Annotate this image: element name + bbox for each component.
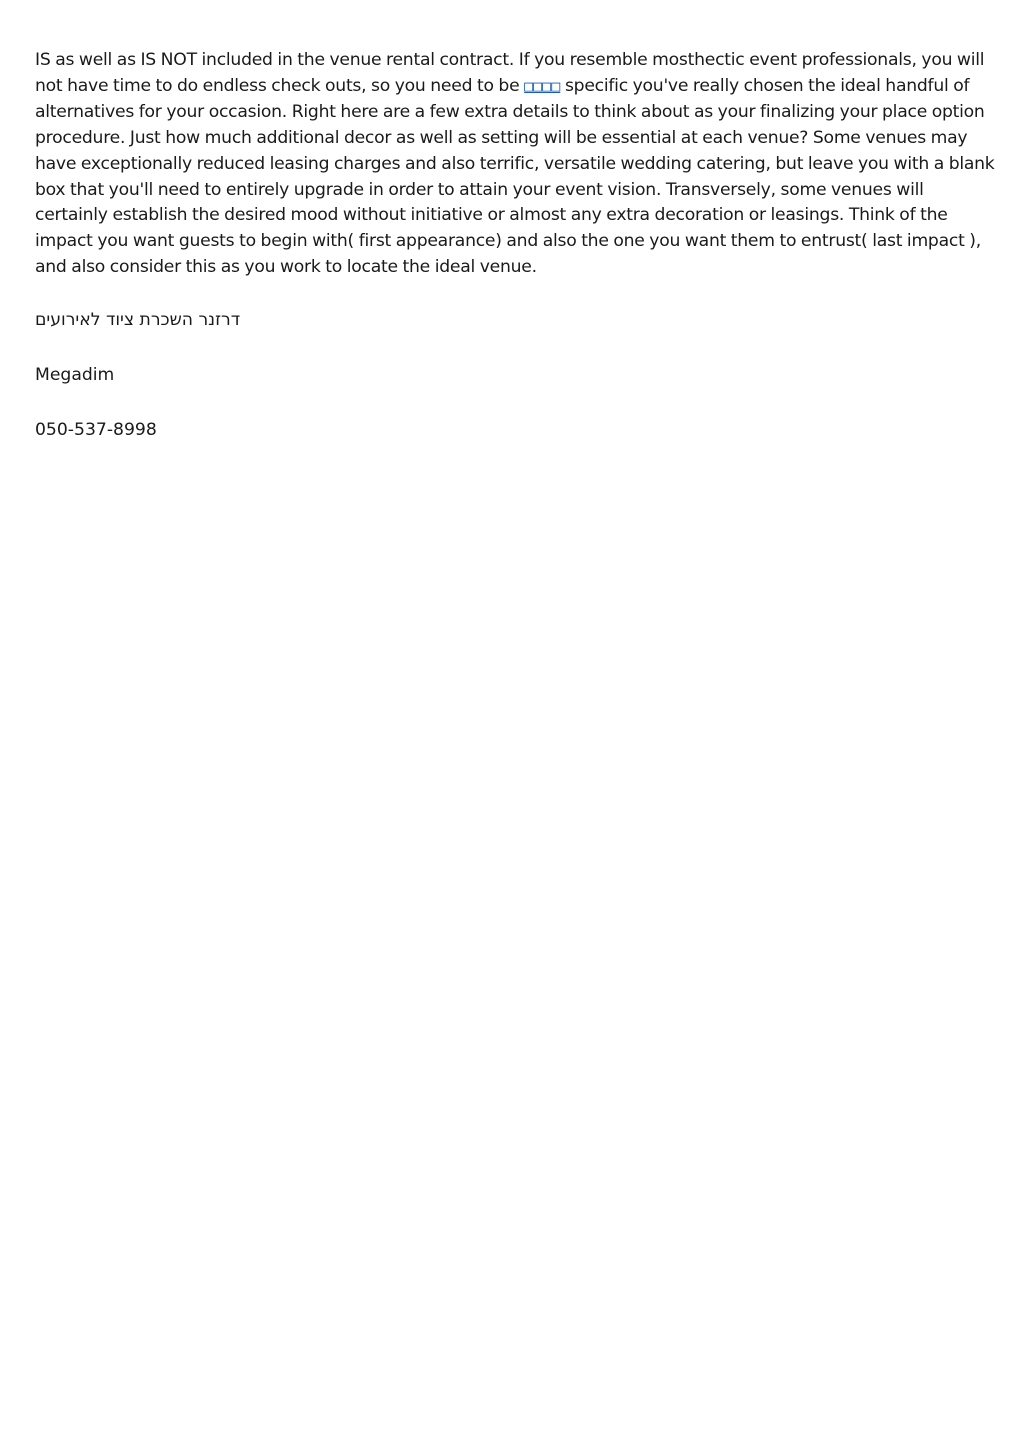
paragraph-line: box that you'll need to entirely upgrade in order to attain your event vision. Transversely, some venues will (35, 179, 924, 200)
paragraph-line: impact you want guests to begin with( first appearance) and also the one you want them to entrust( last impact ), (35, 231, 981, 252)
paragraph-line-part: not have time to do endless check outs, so you need to be (35, 75, 520, 96)
paragraph-line: alternatives for your occasion. Right here are a few extra details to think about as your finalizing your place option (35, 101, 985, 122)
paragraph-line-with-link (35, 74, 991, 100)
paragraph-line: IS as well as IS NOT included in the venue rental contract. If you resemble mosthectic event professionals, you will (35, 50, 985, 70)
paragraph-line-part: specific you've really chosen the ideal handful of (564, 75, 970, 96)
hebrew-heading: דרזנר השכרת ציוד לאירועים (35, 310, 241, 331)
paragraph-line: certainly establish the desired mood without initiative or almost any extra decoration or leasings. Think of the (35, 205, 948, 226)
paragraph-line: procedure. Just how much additional decor as well as setting will be essential at each venue? Some venues may (35, 127, 968, 148)
document-page (35, 48, 995, 444)
paragraph-line: and also consider this as you work to locate the ideal venue. (35, 257, 537, 278)
company-name: Megadim (35, 365, 115, 386)
body-paragraph (35, 48, 995, 281)
phone-number: 050-537-8998 (35, 419, 157, 440)
paragraph-line: have exceptionally reduced leasing charges and also terrific, versatile wedding catering, but leave you with a blank (35, 153, 995, 174)
inline-link[interactable]: □□□□ (524, 76, 561, 95)
